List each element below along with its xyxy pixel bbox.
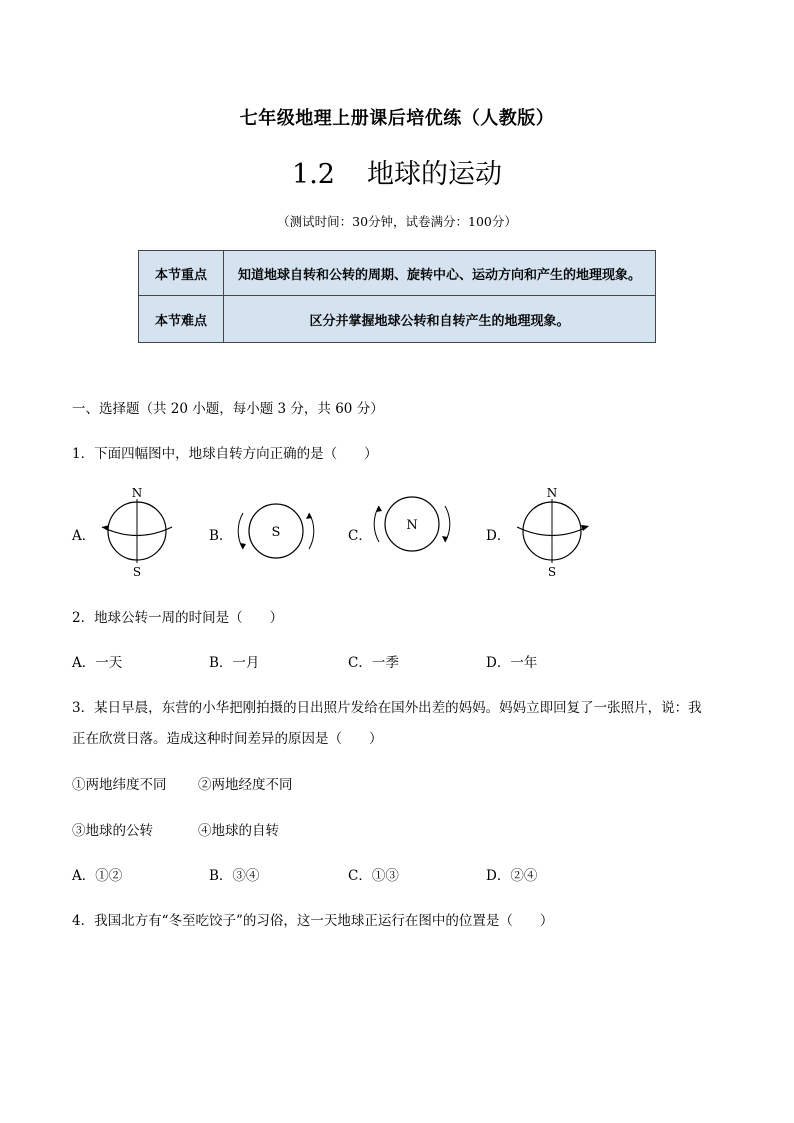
q2-option-d: D．一年 [486, 655, 538, 671]
table-row [139, 296, 656, 343]
q3-statement-2: ②两地经度不同 [198, 777, 293, 793]
north-label: N [131, 486, 143, 500]
question-3-stem-line2: 正在欣赏日落。造成这种时间差异的原因是（ ） [72, 731, 383, 747]
table-row [139, 251, 656, 296]
page-title [0, 152, 794, 191]
q3-option-a: A．①② [72, 868, 123, 884]
q3-statement-4: ④地球的自转 [198, 823, 279, 839]
q1-figure-b [232, 498, 322, 564]
north-label: N [546, 486, 558, 500]
south-label: S [547, 565, 557, 579]
section-number: 1.2 [292, 159, 335, 190]
key-points-table [138, 250, 656, 343]
section-title: 地球的运动 [366, 159, 502, 190]
north-pole-label: N [406, 518, 418, 533]
key-point-label: 本节重点 [139, 251, 224, 296]
q1-figure-d [510, 484, 600, 580]
question-4-stem: 4．我国北方有“冬至吃饺子”的习俗，这一天地球正运行在图中的位置是（ ） [72, 913, 554, 929]
q1-option-d: D． [486, 528, 511, 544]
q2-option-c: C．一季 [348, 655, 399, 671]
test-info: （测试时间：30分钟，试卷满分：100分） [277, 214, 517, 229]
key-point-content: 知道地球自转和公转的周期、旋转中心、运动方向和产生的地理现象。 [224, 251, 656, 296]
q3-statement-1: ①两地纬度不同 [72, 777, 167, 793]
question-1-stem: 1．下面四幅图中，地球自转方向正确的是（ ） [72, 446, 378, 462]
difficulty-label: 本节难点 [139, 296, 224, 343]
south-label: S [132, 565, 142, 579]
south-pole-label: S [271, 525, 281, 540]
q1-figure-c [368, 492, 458, 558]
q3-statement-3: ③地球的公转 [72, 823, 153, 839]
q1-option-a: A． [72, 528, 96, 544]
section-heading: 一、选择题（共 20 小题，每小题 3 分，共 60 分） [72, 401, 384, 417]
difficulty-content: 区分并掌握地球公转和自转产生的地理现象。 [224, 296, 656, 343]
q1-option-c: C． [348, 528, 372, 544]
question-2-stem: 2．地球公转一周的时间是（ ） [72, 610, 284, 626]
q1-figure-a [96, 484, 186, 580]
q1-option-b: B． [209, 528, 233, 544]
q3-option-b: B．③④ [209, 868, 260, 884]
page-header: 七年级地理上册课后培优练（人教版） [239, 108, 555, 129]
q3-option-c: C．①③ [348, 868, 399, 884]
q2-option-b: B．一月 [209, 655, 260, 671]
question-3-stem-line1: 3．某日早晨，东营的小华把刚拍摄的日出照片发给在国外出差的妈妈。妈妈立即回复了一张照片，说：我 [72, 700, 702, 716]
q3-option-d: D．②④ [486, 868, 538, 884]
q2-option-a: A．一天 [72, 655, 123, 671]
